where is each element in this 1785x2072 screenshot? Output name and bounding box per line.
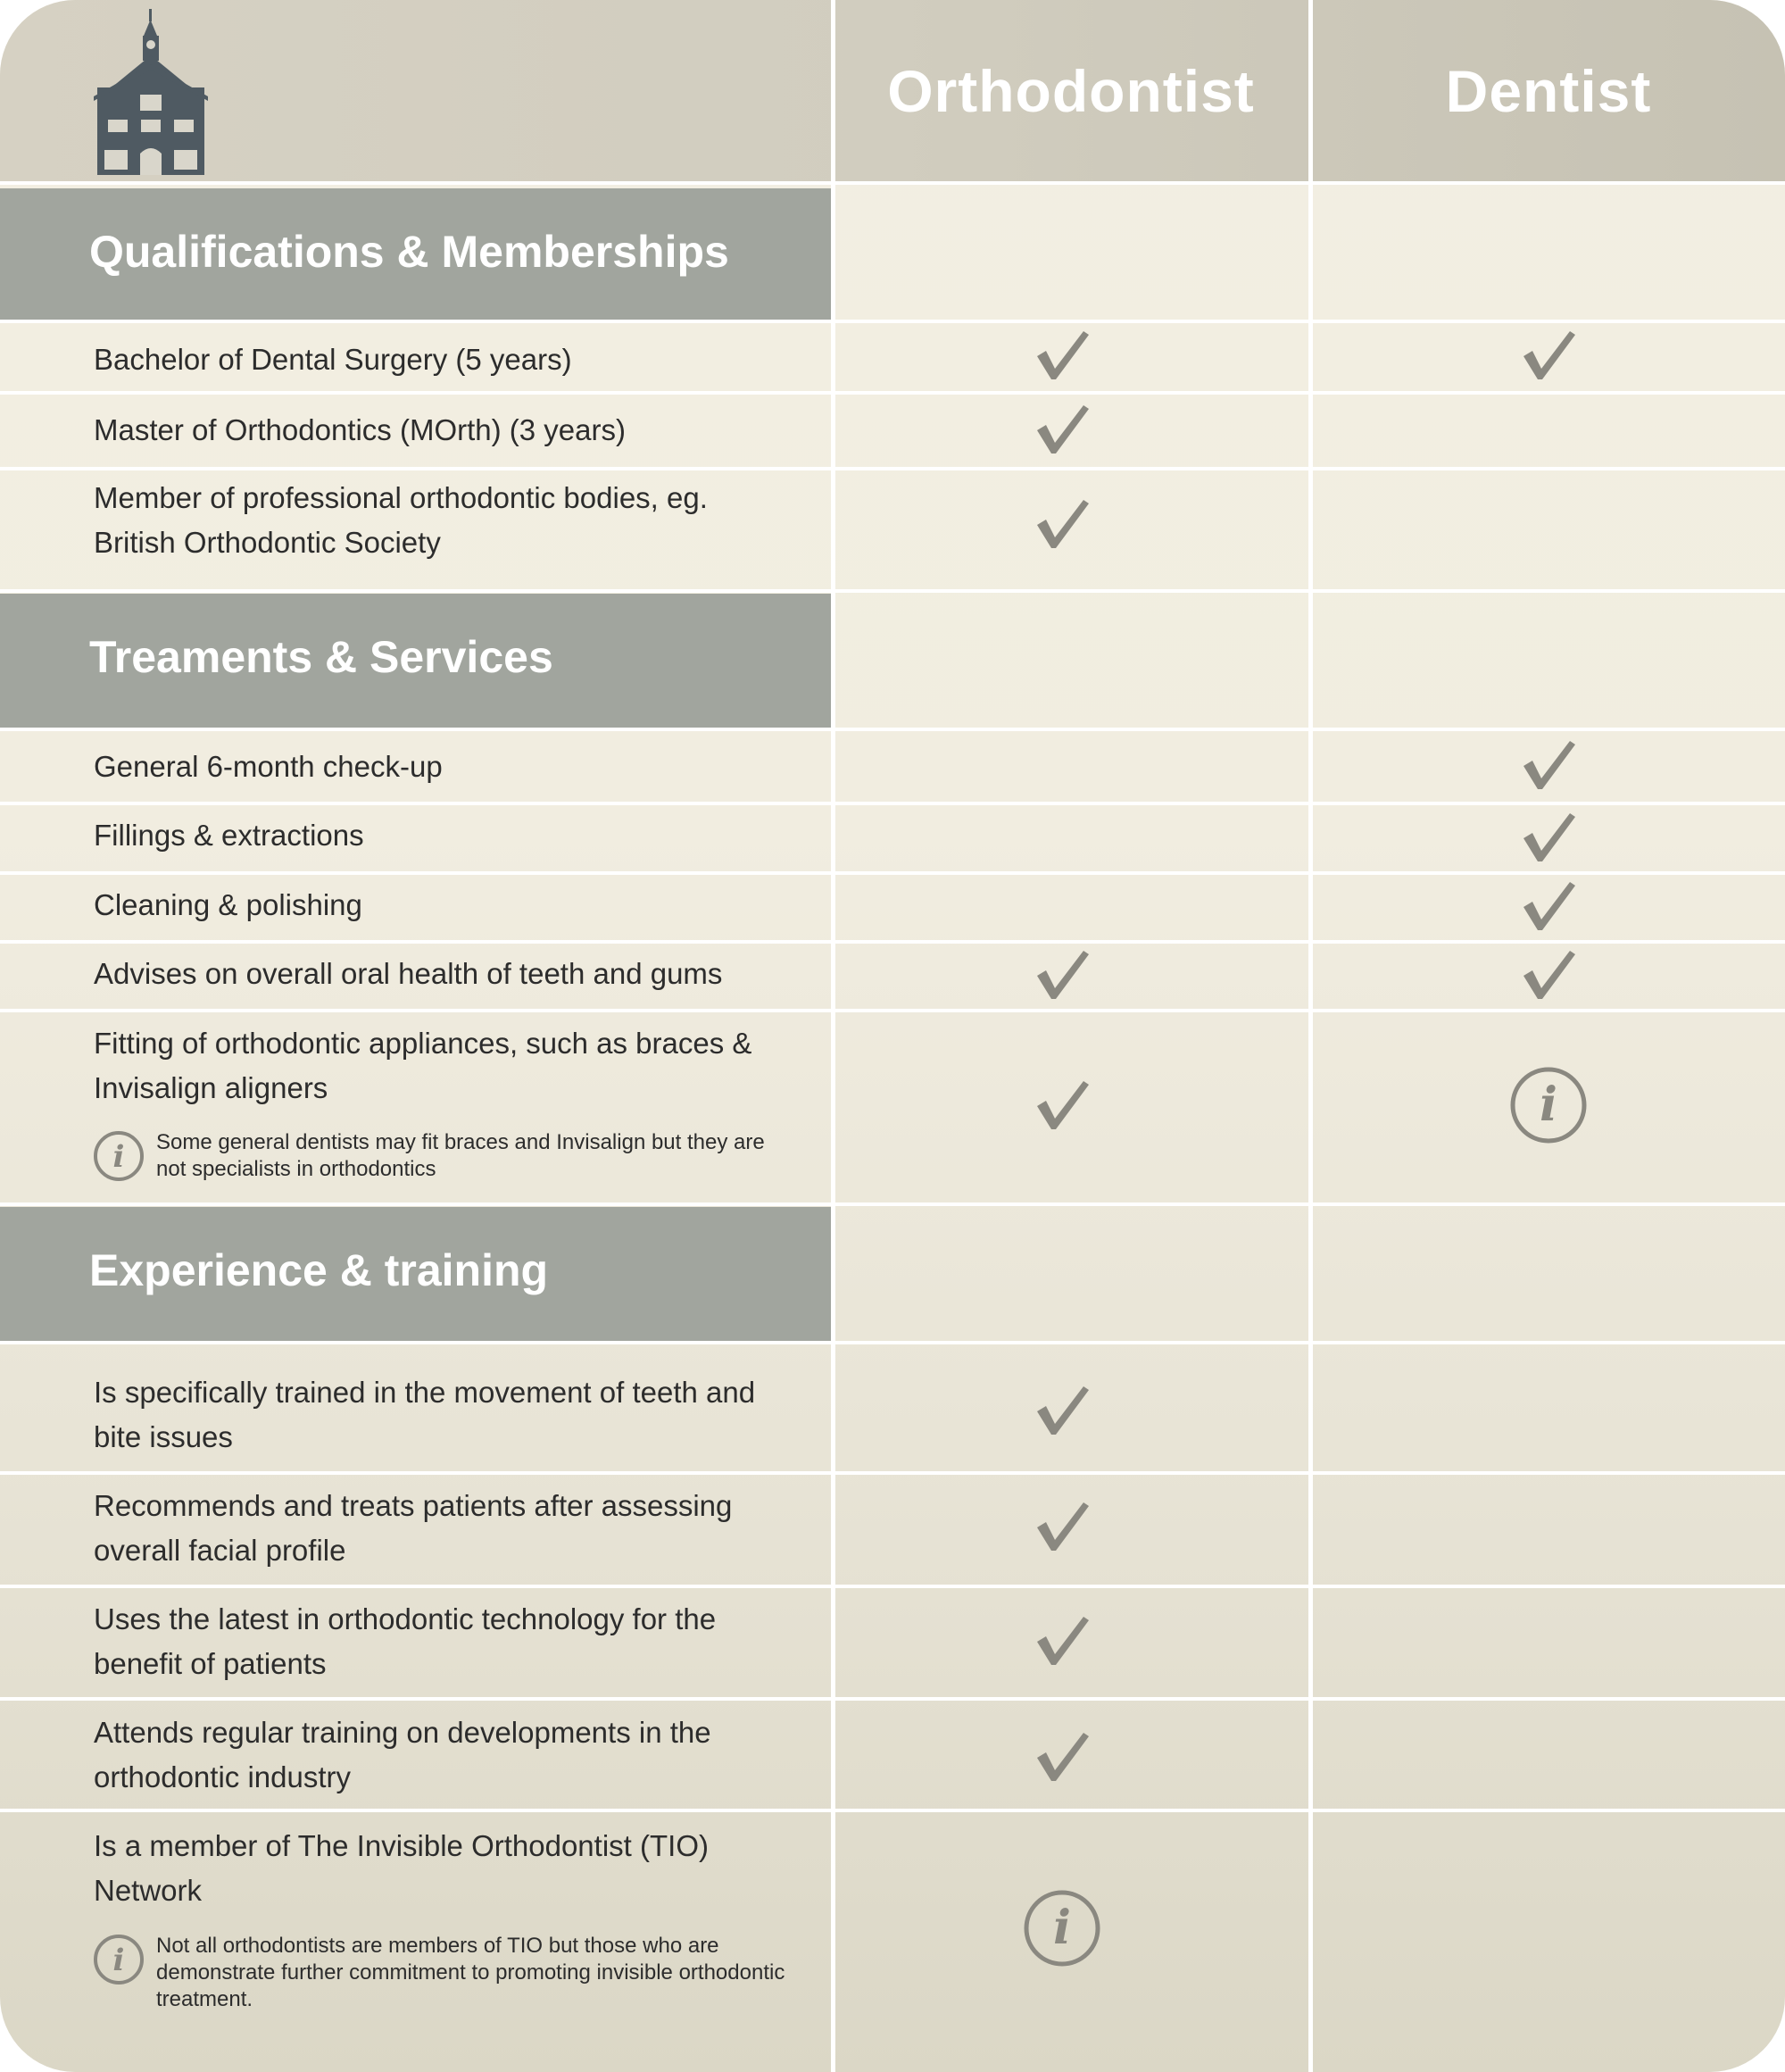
info-icon (1022, 1888, 1102, 1968)
row-divider (0, 1809, 1785, 1812)
row-divider (0, 1341, 1785, 1344)
row-divider (0, 940, 1785, 944)
column-header-orthodontist: Orthodontist (887, 58, 1255, 124)
section-band-experience (0, 1207, 831, 1341)
checkmark-icon (1034, 1385, 1091, 1436)
row-label: Member of professional orthodontic bodies, eg. British Orthodontic Society (94, 481, 708, 559)
checkmark-icon (1034, 1731, 1091, 1783)
column-divider (1308, 0, 1313, 2072)
info-icon (92, 1933, 145, 1986)
row-divider (0, 728, 1785, 731)
checkmark-icon (1520, 811, 1577, 863)
row-divider (0, 181, 1785, 185)
svg-text:i: i (112, 1943, 125, 1978)
note-text: Some general dentists may fit braces and Invisalign but they are not specialists in orthodontics (156, 1130, 765, 1181)
checkmark-icon (1034, 949, 1091, 1001)
row-label: Is a member of The Invisible Orthodontist (TIO) Network (94, 1829, 709, 1907)
row-label: Is specifically trained in the movement of teeth and bite issues (94, 1376, 756, 1453)
row-divider (0, 1585, 1785, 1588)
row-label: Recommends and treats patients after assessing overall facial profile (94, 1489, 733, 1567)
svg-text:i: i (1053, 1901, 1071, 1955)
section-band-qualifications (0, 188, 831, 320)
row-label: General 6-month check-up (94, 750, 443, 783)
section-band-treatments (0, 594, 831, 728)
checkmark-icon (1520, 739, 1577, 791)
row-label: Master of Orthodontics (MOrth) (3 years) (94, 413, 626, 446)
checkmark-icon (1034, 404, 1091, 455)
row-divider (0, 871, 1785, 875)
checkmark-icon (1034, 1079, 1091, 1131)
row-label: Bachelor of Dental Surgery (5 years) (94, 343, 572, 376)
row-label: Advises on overall oral health of teeth and gums (94, 957, 723, 990)
column-divider (831, 0, 835, 2072)
section-title: Qualifications & Memberships (89, 227, 729, 277)
checkmark-icon (1034, 1615, 1091, 1667)
row-divider (0, 391, 1785, 395)
row-divider (0, 1009, 1785, 1012)
checkmark-icon (1034, 1501, 1091, 1552)
column-header-dentist: Dentist (1445, 58, 1652, 124)
row-label: Uses the latest in orthodontic technology for the benefit of patients (94, 1602, 717, 1680)
note-text: Not all orthodontists are members of TIO but those who are demonstrate further commitment to promoting invisible orthodontic treatment. (156, 1934, 785, 2011)
checkmark-icon (1520, 880, 1577, 932)
row-divider (0, 1202, 1785, 1206)
section-title: Treaments & Services (89, 632, 553, 682)
row-divider (0, 1471, 1785, 1475)
row-divider (0, 802, 1785, 805)
row-divider (0, 467, 1785, 470)
checkmark-icon (1034, 329, 1091, 381)
row-label: Cleaning & polishing (94, 888, 362, 921)
schoolhouse-logo-icon (94, 9, 210, 175)
svg-text:i: i (1540, 1078, 1557, 1132)
row-label: Fitting of orthodontic appliances, such as braces & Invisalign aligners (94, 1027, 752, 1104)
row-divider (0, 320, 1785, 323)
checkmark-icon (1520, 329, 1577, 381)
checkmark-icon (1034, 498, 1091, 550)
row-divider (0, 1697, 1785, 1701)
row-label: Fillings & extractions (94, 819, 364, 852)
section-title: Experience & training (89, 1245, 549, 1295)
checkmark-icon (1520, 949, 1577, 1001)
info-icon (1508, 1065, 1589, 1145)
info-icon (92, 1129, 145, 1183)
row-divider (0, 589, 1785, 593)
svg-text:i: i (112, 1139, 125, 1175)
row-label: Attends regular training on developments in the orthodontic industry (94, 1716, 711, 1793)
